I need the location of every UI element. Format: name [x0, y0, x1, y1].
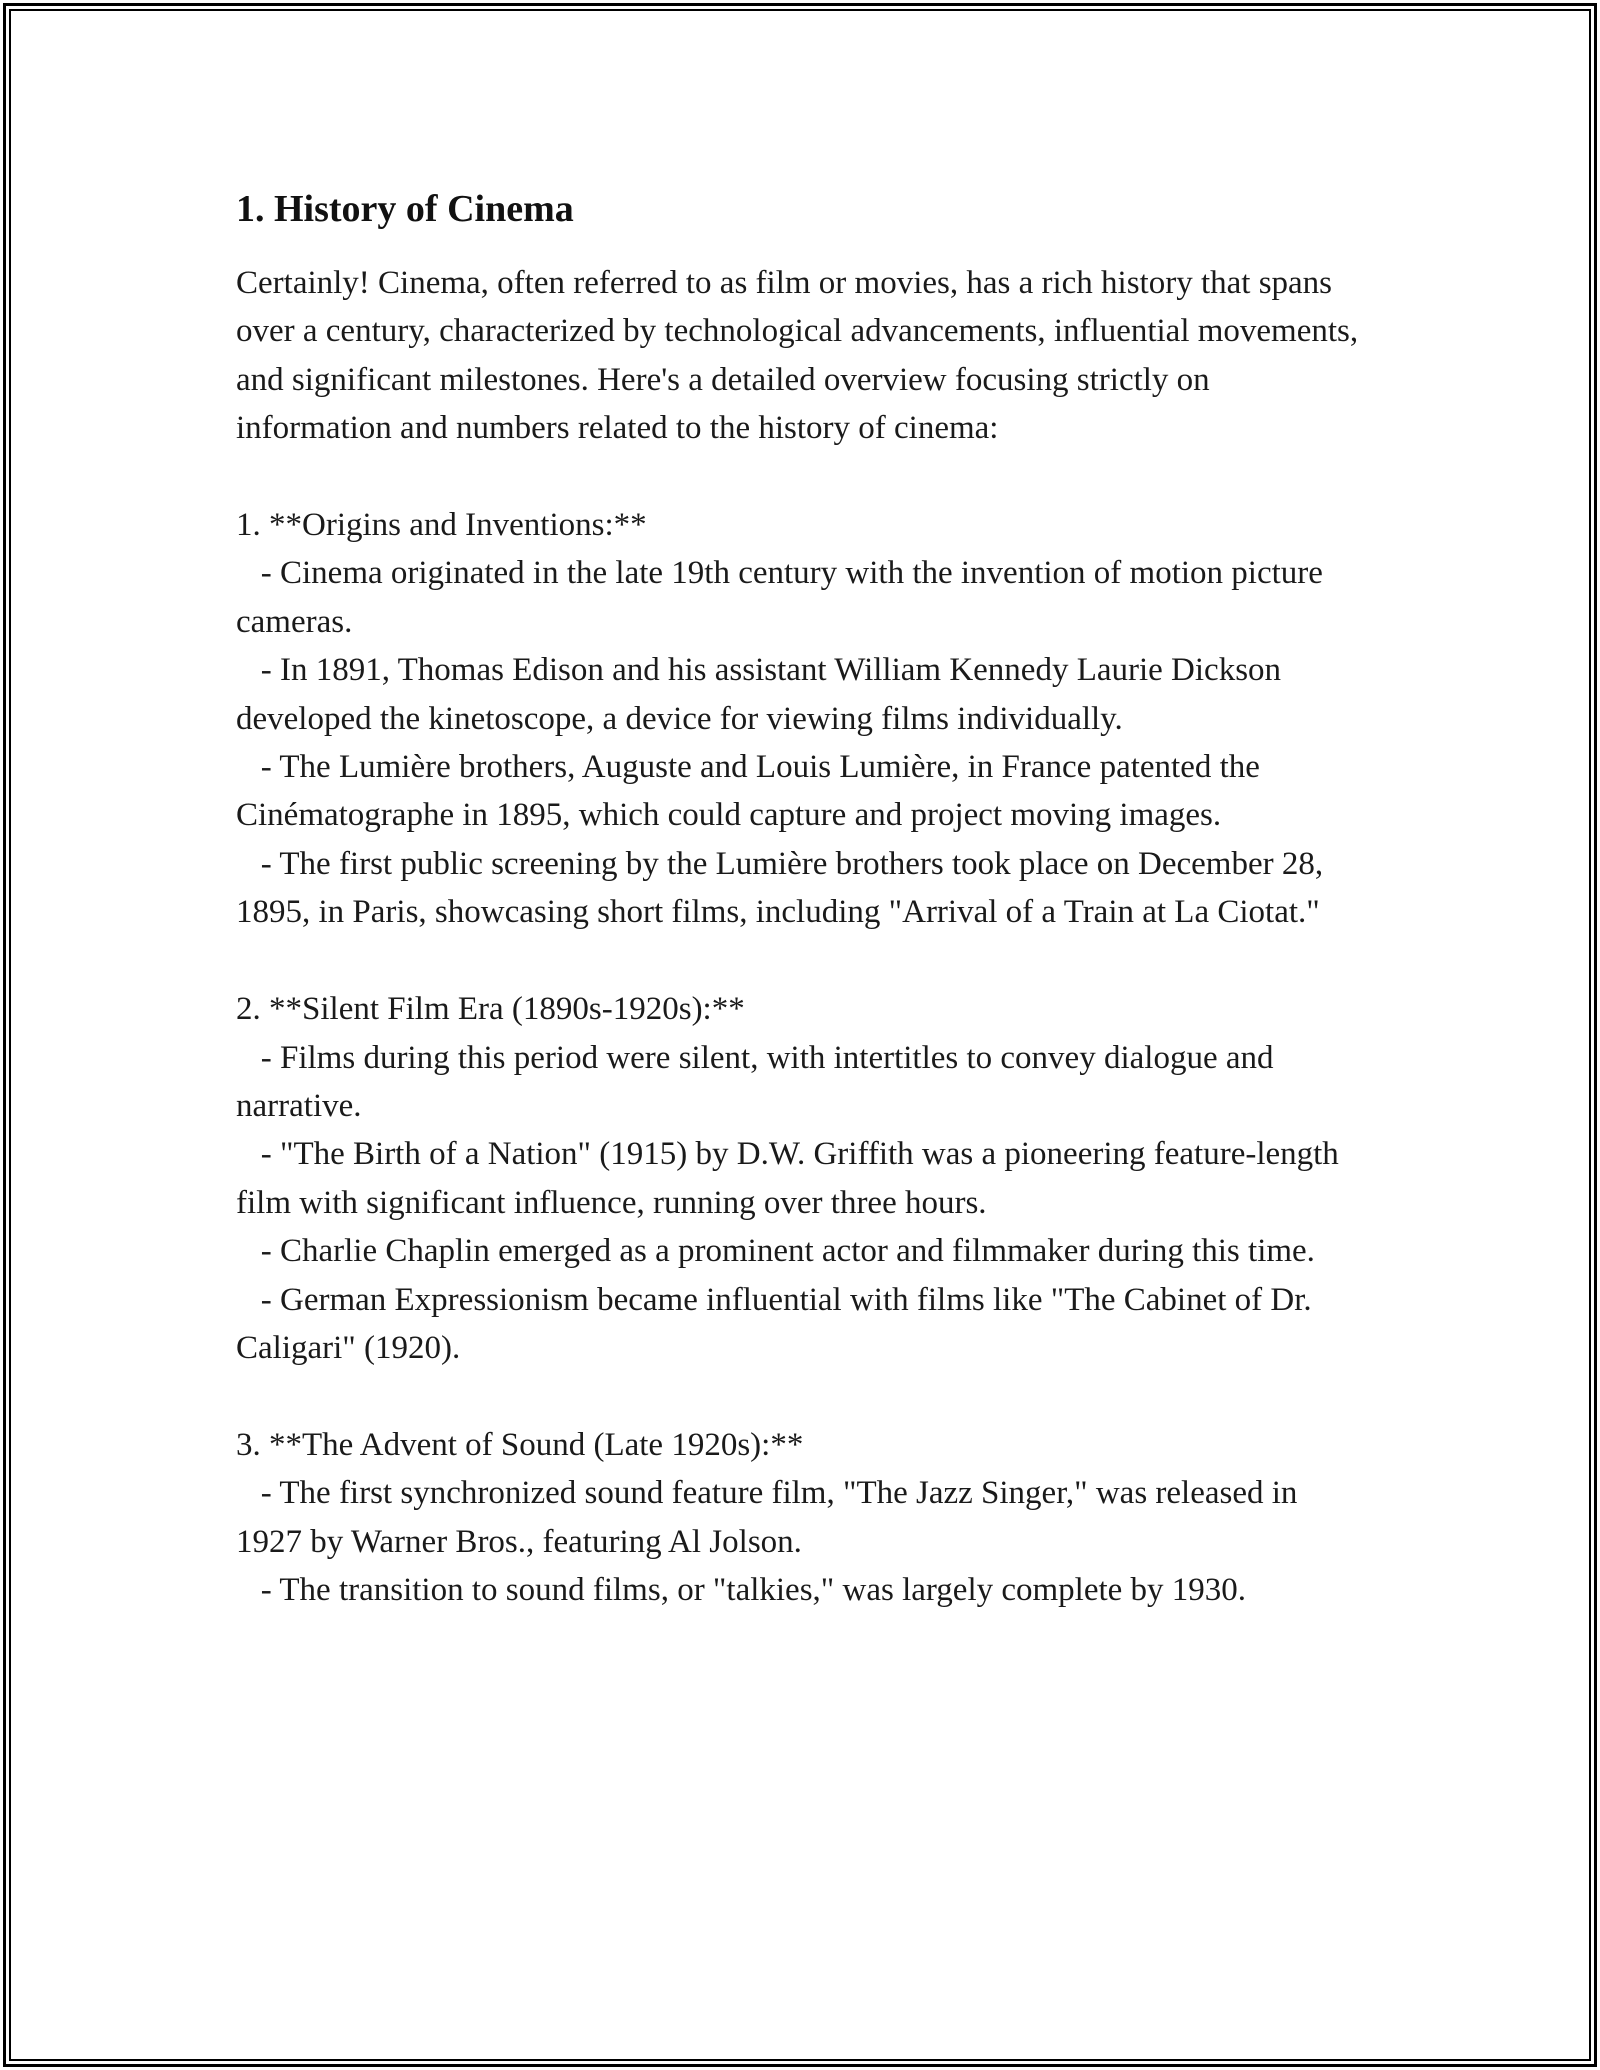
document-content: [236, 185, 1371, 1614]
document-title: 1. History of Cinema: [236, 188, 574, 230]
document-body: Certainly! Cinema, often referred to as film or movies, has a rich history that spans over a century, characterized by technological advancements, influential movements, and significant milestones. Here's a detailed overview focusing strictly on information and numbers related to the history of cinema: 1. **Origins and Inventions:** - Cinema originated in the late 19th century with the invention of motion picture cameras. - In 1891, Thomas Edison and his assistant William Kennedy Laurie Dickson developed the kinetoscope, a device for viewing films individually. - The Lumière brothers, Auguste and Louis Lumière, in France patented the Cinématographe in 1895, which could capture and project moving images. - The first public screening by the Lumière brothers took place on December 28, 1895, in Paris, showcasing short films, including "Arrival of a Train at La Ciotat." 2. **Silent Film Era (1890s-1920s):** - Films during this period were silent, with intertitles to convey dialogue and narrative. - "The Birth of a Nation" (1915) by D.W. Griffith was a pioneering feature-length film with significant influence, running over three hours. - Charlie Chaplin emerged as a prominent actor and filmmaker during this time. - German Expressionism became influential with films like "The Cabinet of Dr. Caligari" (1920). 3. **The Advent of Sound (Late 1920s):** - The first synchronized sound feature film, "The Jazz Singer," was released in 1927 by Warner Bros., featuring Al Jolson. - The transition to sound films, or "talkies," was largely complete by 1930.: [236, 265, 1359, 1608]
